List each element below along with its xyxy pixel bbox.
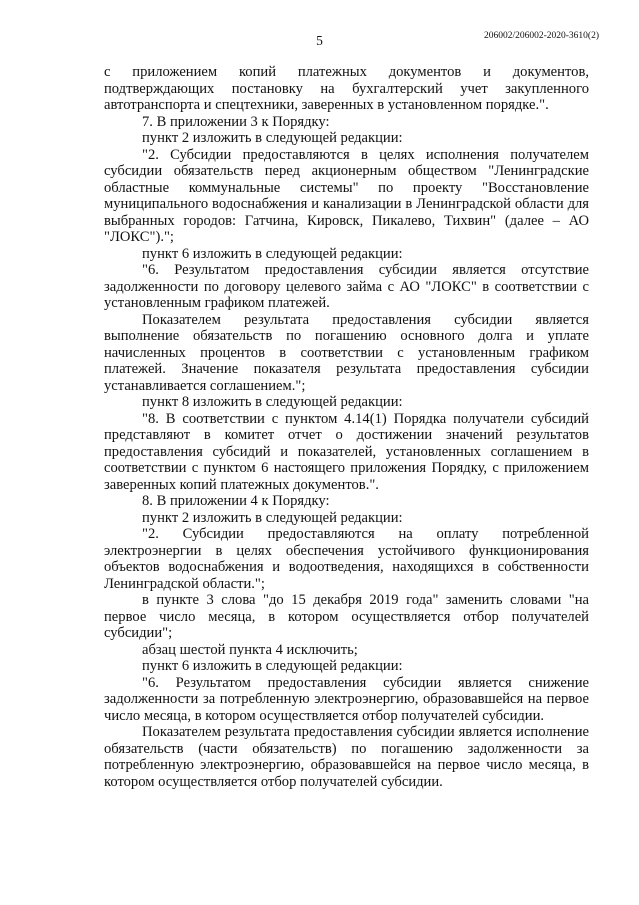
- paragraph: с приложением копий платежных документов и документов, подтверждающих постановку на бухгалтерский учет закупленного автотранспорта и спецтехники, заверенных в установленном порядке.".: [104, 64, 589, 113]
- paragraph: "2. Субсидии предоставляются на оплату потребленной электроэнергии в целях обеспечения устойчивого функционирования объектов водоснабжения и водоотведения, находящихся в собственности Ленинградской области.";: [104, 526, 589, 592]
- paragraph: пункт 8 изложить в следующей редакции:: [142, 394, 403, 410]
- page-number: 5: [316, 33, 323, 48]
- paragraph: "6. Результатом предоставления субсидии является снижение задолженности за потребленную электроэнергию, образовавшейся на первое число месяца, в котором осуществляется отбор получателей субсидии.: [104, 674, 589, 724]
- paragraph: "8. В соответствии с пунктом 4.14(1) Порядка получатели субсидий представляют в комитет отчет о достижении значений результатов предоставления субсидий и показателей, установленных соглашением в соответствии с пунктом 6 настоящего приложения Порядку, с приложением заверенных копий платежных документов.".: [104, 410, 589, 493]
- paragraph: Показателем результата предоставления субсидии является исполнение обязательств (части обязательств) по погашению задолженности за потребленную электроэнергию, образовавшейся на первое число месяца, в котором осуществляется отбор получателей субсидии.: [104, 724, 589, 790]
- paragraph: пункт 2 изложить в следующей редакции:: [142, 130, 403, 146]
- paragraph: абзац шестой пункта 4 исключить;: [142, 641, 358, 658]
- document-id: 206002/206002-2020-3610(2): [483, 31, 599, 41]
- paragraph: пункт 2 изложить в следующей редакции:: [142, 509, 403, 526]
- document-body: [104, 64, 589, 790]
- paragraph: "2. Субсидии предоставляются в целях исполнения получателем субсидии обязательств перед акционерным обществом "Ленинградские областные коммунальные системы" по проекту "Восстановление муниципального водоснабжения и канализации в Ленинградской области для выбранных городов: Гатчина, Кировск, Пикалево, Тихвин" (далее – АО "ЛОКС").";: [104, 146, 589, 245]
- paragraph: 8. В приложении 4 к Порядку:: [142, 493, 330, 509]
- paragraph: 7. В приложении 3 к Порядку:: [142, 113, 330, 130]
- paragraph: пункт 6 изложить в следующей редакции:: [142, 658, 403, 674]
- paragraph: Показателем результата предоставления субсидии является выполнение обязательств по погашению основного долга и уплате начисленных процентов в соответствии с установленным графиком платежей. Значение показателя результата предоставления субсидии устанавливается соглашением.";: [104, 311, 589, 394]
- paragraph: "6. Результатом предоставления субсидии является отсутствие задолженности по договору целевого займа с АО "ЛОКС" в соответствии с установленным графиком платежей.: [104, 262, 589, 311]
- paragraph: в пункте 3 слова "до 15 декабря 2019 года" заменить словами "на первое число месяца, в котором осуществляется отбор получателей субсидии";: [104, 592, 589, 641]
- paragraph: пункт 6 изложить в следующей редакции:: [142, 245, 403, 262]
